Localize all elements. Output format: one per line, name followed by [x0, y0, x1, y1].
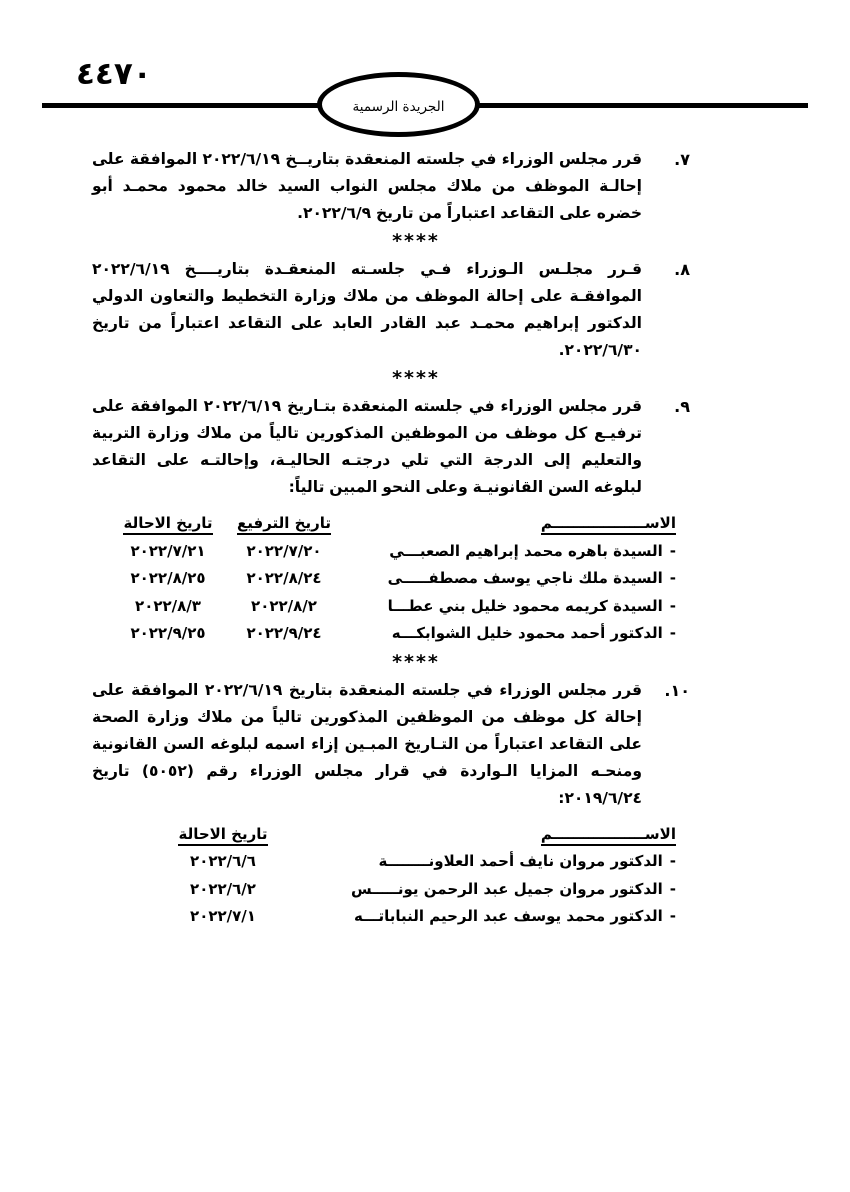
employee-name: -السيدة باهره محمد إبراهيم الصعبـــي — [346, 538, 676, 566]
referral-date-header: تاريخ الاحالة — [114, 510, 222, 538]
gazette-oval — [317, 72, 480, 137]
table-header-row — [92, 821, 676, 849]
table-row — [92, 620, 676, 648]
item-text: قـرر مجلـس الـوزراء فـي جلسـته المنعقـدة بتاريــــخ ٢٠٢٢/٦/١٩ الموافقـة على إحالة الموظف من ملاك وزارة التخطيط والتعاون الدولي الدكتور إبراهيم محمـد عبد القادر العابد على التقاعد اعتباراً من تاريخ ٢٠٢٢/٦/٣٠. — [92, 260, 642, 359]
referral-date-header: تاريخ الاحالة — [164, 821, 282, 849]
table-row — [92, 848, 676, 876]
row-dash: - — [669, 596, 676, 615]
employee-name: -الدكتور مروان نايف أحمد العلاونــــــــة — [316, 848, 676, 876]
name-column-header: الاســــــــــــــــــم — [316, 821, 676, 849]
table-row — [92, 876, 676, 904]
promotion-referral-table — [92, 510, 676, 648]
referral-date: ٢٠٢٢/٦/٢ — [190, 879, 256, 898]
table-row — [92, 593, 676, 621]
decisions-list — [92, 146, 690, 933]
table-header-row — [92, 510, 676, 538]
employee-name: -السيدة كريمه محمود خليل بني عطـــا — [346, 593, 676, 621]
separator-stars: **** — [392, 650, 440, 673]
promotion-date: ٢٠٢٢/٨/٢ — [251, 596, 317, 615]
row-dash: - — [669, 907, 676, 925]
promotion-date: ٢٠٢٢/٨/٢٤ — [246, 569, 322, 587]
referral-date: ٢٠٢٢/٨/٢٥ — [130, 569, 206, 587]
row-dash: - — [669, 879, 676, 898]
table-row — [92, 538, 676, 566]
item-text: قرر مجلس الوزراء في جلسته المنعقدة بتاريــخ ٢٠٢٢/٦/١٩ الموافقة على إحالـة الموظف من ملاك مجلس النواب السيد خالد محمود محمـد أبو خضره على التقاعد اعتباراً من تاريخ ٢٠٢٢/٦/٩. — [92, 150, 643, 222]
decision-item-9 — [92, 393, 690, 501]
referral-date: ٢٠٢٢/٦/٦ — [190, 852, 256, 870]
item-number: ٩. — [674, 397, 690, 416]
referral-date: ٢٠٢٢/٨/٣ — [135, 596, 201, 615]
decision-item-10 — [92, 677, 690, 812]
item-text: قرر مجلس الوزراء في جلسته المنعقدة بتاريخ ٢٠٢٢/٦/١٩ الموافقة على إحالة كل موظف من الموظفين المذكورين تالياً من ملاك وزارة الصحة على التقاعد اعتباراً من التـاريخ المبـين إزاء اسمه لبلوغه السن القانونية ومنحـه المزايا الـواردة في قرار مجلس الوزراء رقم (٥٠٥٢) تاريخ ٢٠١٩/٦/٢٤: — [92, 680, 642, 807]
employee-name: -السيدة ملك ناجي يوسف مصطفـــــى — [346, 565, 676, 593]
item-number: ١٠. — [664, 680, 690, 700]
retirement-referral-table — [92, 821, 676, 931]
separator-stars: **** — [392, 367, 440, 389]
row-dash: - — [669, 569, 676, 587]
referral-date: ٢٠٢٢/٩/٢٥ — [130, 624, 206, 642]
referral-date: ٢٠٢٢/٧/١ — [190, 907, 256, 925]
row-dash: - — [669, 541, 676, 560]
table-row — [92, 565, 676, 593]
item-text: قرر مجلس الوزراء في جلسته المنعقدة بتـاريخ ٢٠٢٢/٦/١٩ الموافقة على ترفيـع كل موظف من الموظفين المذكورين تالياً من ملاك وزارة التربية والتعليم إلى الدرجة التي تلي درجتـه الحاليـة، وإحالتـه على التقاعد لبلوغه السن القانونيـة وعلى النحو المبين تالياً: — [92, 397, 642, 496]
promotion-date: ٢٠٢٢/٩/٢٤ — [246, 624, 322, 642]
row-dash: - — [669, 624, 676, 642]
row-dash: - — [669, 852, 676, 870]
item-number: ٧. — [674, 150, 690, 169]
employee-name: -الدكتور محمد يوسف عبد الرحيم النباباتـــه — [316, 903, 676, 931]
employee-name: -الدكتور أحمد محمود خليل الشوابكـــه — [346, 620, 676, 648]
table-row — [92, 903, 676, 931]
gazette-title: الجريدة الرسمية — [352, 98, 445, 115]
decision-item-7 — [92, 146, 690, 227]
name-column-header: الاســــــــــــــــــم — [346, 510, 676, 538]
decision-item-8 — [92, 256, 690, 364]
employee-name: -الدكتور مروان جميل عبد الرحمن يونـــــس — [316, 876, 676, 904]
separator-stars: **** — [392, 230, 440, 252]
item-number: ٨. — [674, 260, 690, 279]
page-number: ٤٤٧٠ — [76, 56, 152, 92]
promotion-date-header: تاريخ الترفيع — [230, 510, 338, 538]
promotion-date: ٢٠٢٢/٧/٢٠ — [246, 541, 322, 560]
referral-date: ٢٠٢٢/٧/٢١ — [130, 541, 206, 560]
